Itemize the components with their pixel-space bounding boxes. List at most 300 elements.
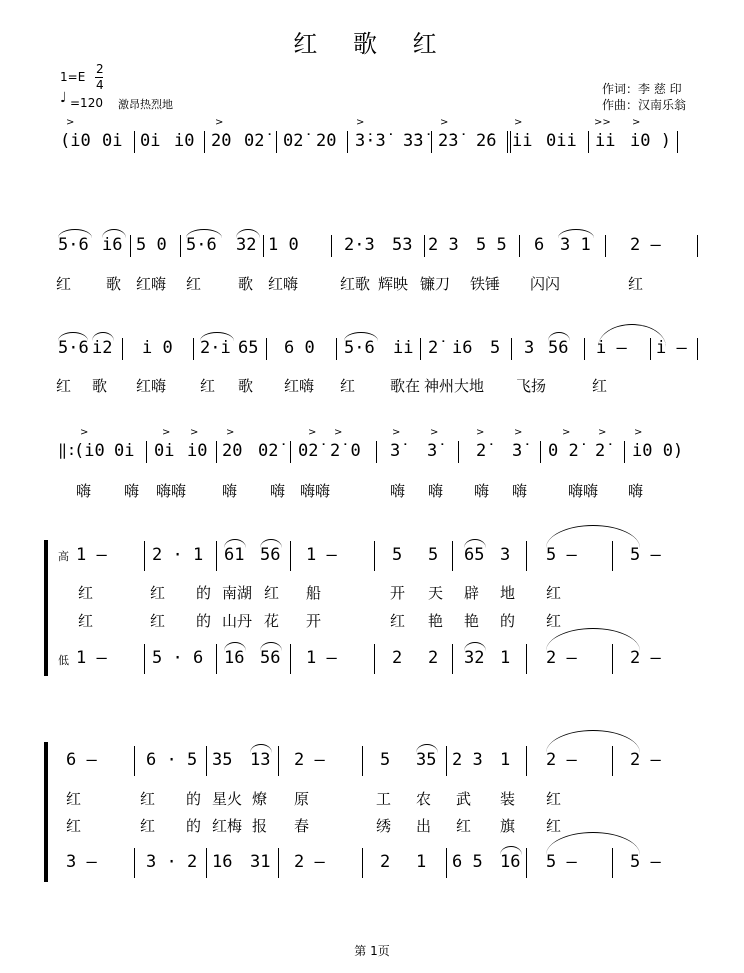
note-group: 2̇0 bbox=[316, 131, 337, 151]
note-group: 35 bbox=[416, 750, 437, 770]
high-part-label: 高 bbox=[58, 550, 69, 563]
bar-line bbox=[134, 848, 135, 878]
slur bbox=[260, 539, 282, 548]
lyric: 天 bbox=[428, 584, 444, 602]
accent-icon: > bbox=[598, 427, 607, 438]
note-group: 02̇ bbox=[258, 441, 279, 461]
lyric: 歌 bbox=[92, 377, 108, 395]
lyric: 红 bbox=[340, 377, 356, 395]
note-group: i – bbox=[596, 338, 627, 358]
bar-line bbox=[540, 441, 541, 463]
note-group: 2 3 bbox=[452, 750, 483, 770]
system-5-low bbox=[0, 648, 744, 688]
note-group: i0 ) bbox=[630, 131, 671, 151]
note-group: 5 5 bbox=[476, 235, 507, 255]
lyric: 原 bbox=[294, 790, 310, 808]
note-group: 32 bbox=[236, 235, 257, 255]
bar-line bbox=[584, 338, 585, 360]
system-6-high bbox=[0, 750, 744, 790]
note-group: 0 2̇ bbox=[548, 441, 579, 461]
lyric: 歌在 bbox=[390, 377, 421, 395]
lyric: 嗨 bbox=[270, 482, 286, 500]
lyric: 嗨 bbox=[628, 482, 644, 500]
bar-line bbox=[276, 131, 277, 153]
bar-line bbox=[612, 848, 613, 878]
lyric: 红嗨 bbox=[136, 275, 167, 293]
bar-line bbox=[511, 338, 512, 360]
note-group: 5 – bbox=[546, 545, 577, 565]
accent-icon: > bbox=[514, 117, 523, 128]
composer: 作曲：汉南乐翁 bbox=[602, 98, 687, 112]
lyric: 红 bbox=[66, 790, 82, 808]
lyric: 红 bbox=[66, 817, 82, 835]
note-group: 5 0 bbox=[136, 235, 167, 255]
lyrics-line bbox=[0, 788, 744, 808]
note-group: 2 bbox=[428, 648, 439, 668]
bar-line bbox=[266, 338, 267, 360]
lyric: 红 bbox=[264, 584, 280, 602]
slur bbox=[558, 229, 594, 238]
lyric: 铁锤 bbox=[470, 275, 501, 293]
note-group: 5 bbox=[392, 545, 403, 565]
bar-line bbox=[612, 746, 613, 776]
slur bbox=[548, 332, 570, 341]
lyric: 旗 bbox=[500, 817, 516, 835]
slur bbox=[102, 229, 126, 238]
note-group: 3 1 bbox=[560, 235, 591, 255]
slur bbox=[260, 642, 282, 651]
lyric: 飞扬 bbox=[516, 377, 547, 395]
bar-line bbox=[122, 338, 123, 360]
bar-line bbox=[458, 441, 459, 463]
note-group: 65 bbox=[464, 545, 485, 565]
lyric: 红嗨 bbox=[268, 275, 299, 293]
bar-line bbox=[216, 644, 217, 674]
lyric: 的 bbox=[186, 790, 202, 808]
bar-line bbox=[452, 541, 453, 571]
lyric: 装 bbox=[500, 790, 516, 808]
system-4 bbox=[0, 427, 744, 481]
accent-icon: > bbox=[215, 117, 224, 128]
note-group: 1 bbox=[500, 648, 511, 668]
accent-icon: > bbox=[66, 117, 75, 128]
note-group: 5·6 bbox=[58, 235, 89, 255]
accent-icon: >> bbox=[594, 117, 611, 128]
time-bottom: 4 bbox=[96, 78, 104, 92]
note-group: 2·3 bbox=[344, 235, 375, 255]
bar-line bbox=[362, 746, 363, 776]
lyric: 红 bbox=[628, 275, 644, 293]
note-group: 2̇ bbox=[595, 441, 606, 461]
bar-line bbox=[612, 644, 613, 674]
lyric: 报 bbox=[252, 817, 268, 835]
bar-line bbox=[130, 235, 131, 257]
lyric: 艳 bbox=[464, 612, 480, 630]
lyric: 春 bbox=[294, 817, 310, 835]
slur bbox=[58, 229, 92, 238]
accent-icon: > bbox=[80, 427, 89, 438]
note-group: 6 0 bbox=[284, 338, 315, 358]
lyric: 歌 bbox=[238, 275, 254, 293]
lyric: 红 bbox=[78, 612, 94, 630]
note-group: 3̇ bbox=[512, 441, 523, 461]
note-group: 1 – bbox=[76, 648, 107, 668]
slur bbox=[92, 332, 114, 341]
lyric: 工 bbox=[376, 790, 392, 808]
bar-line bbox=[374, 644, 375, 674]
lyric: 嗨 bbox=[428, 482, 444, 500]
accent-icon: > bbox=[634, 427, 643, 438]
lyric: 红嗨 bbox=[284, 377, 315, 395]
repeat-sign-icon: ‖: bbox=[58, 441, 77, 459]
note-group: 13 bbox=[250, 750, 271, 770]
note-group: 2̇0 bbox=[211, 131, 232, 151]
time-top: 2 bbox=[96, 62, 104, 76]
lyric: 地 bbox=[500, 584, 516, 602]
bar-line bbox=[290, 644, 291, 674]
note-group: 31 bbox=[250, 852, 271, 872]
note-group: 53 bbox=[392, 235, 413, 255]
note-group: 02̇ bbox=[283, 131, 304, 151]
note-group: 2 – bbox=[546, 750, 577, 770]
page-number: 第 1页 bbox=[354, 944, 390, 958]
accent-icon: > bbox=[632, 117, 641, 128]
lyric: 农 bbox=[416, 790, 432, 808]
note-group: 02̇ bbox=[298, 441, 319, 461]
note-group: i0 0) bbox=[632, 441, 684, 461]
lyrics-line bbox=[0, 375, 744, 395]
lyric: 辟 bbox=[464, 584, 480, 602]
note-group: i – bbox=[656, 338, 687, 358]
lyric: 船 bbox=[306, 584, 322, 602]
lyric: 的 bbox=[196, 584, 212, 602]
note-group: 5 · 6 bbox=[152, 648, 204, 668]
note-group: 6 5 bbox=[452, 852, 483, 872]
note-group: 16 bbox=[500, 852, 521, 872]
slur bbox=[416, 744, 438, 753]
lyric: 嗨嗨 bbox=[568, 482, 599, 500]
key-signature: 1=E bbox=[60, 70, 86, 84]
slur bbox=[224, 642, 246, 651]
lyric: 嗨 bbox=[474, 482, 490, 500]
note-group: 3 – bbox=[66, 852, 97, 872]
slur bbox=[546, 730, 640, 753]
note-group: 65 bbox=[238, 338, 259, 358]
lyric: 嗨 bbox=[512, 482, 528, 500]
lyric: 的 bbox=[186, 817, 202, 835]
slur bbox=[546, 628, 640, 651]
lyric: 红 bbox=[56, 275, 72, 293]
lyric: 神州大地 bbox=[424, 377, 485, 395]
bar-line bbox=[336, 338, 337, 360]
slur bbox=[344, 332, 378, 341]
note-group: 5 – bbox=[630, 852, 661, 872]
system-3 bbox=[0, 338, 744, 378]
low-part-label: 低 bbox=[58, 654, 69, 667]
bar-line bbox=[347, 131, 348, 153]
bar-line bbox=[612, 541, 613, 571]
expression: 激昂热烈地 bbox=[118, 98, 173, 111]
lyric: 歌 bbox=[238, 377, 254, 395]
lyric: 辉映 bbox=[378, 275, 409, 293]
note-group: 2 – bbox=[294, 852, 325, 872]
lyric: 嗨 bbox=[390, 482, 406, 500]
bar-line bbox=[290, 441, 291, 463]
bar-line bbox=[624, 441, 625, 463]
lyrics-line bbox=[0, 582, 744, 602]
note-group: ii bbox=[512, 131, 533, 151]
note-group: 2̇ bbox=[428, 338, 439, 358]
accent-icon: > bbox=[440, 117, 449, 128]
system-2 bbox=[0, 235, 744, 275]
bar-line bbox=[290, 541, 291, 571]
slur bbox=[500, 846, 522, 855]
note-group: 32 bbox=[464, 648, 485, 668]
lyric: 红 bbox=[150, 584, 166, 602]
slur bbox=[546, 525, 640, 548]
note-group: 3 · 2 bbox=[146, 852, 198, 872]
lyric: 闪闪 bbox=[530, 275, 561, 293]
note-group: 2 – bbox=[294, 750, 325, 770]
lyric: 开 bbox=[306, 612, 322, 630]
note-group: 1 – bbox=[306, 648, 337, 668]
note-group: 56 bbox=[260, 545, 281, 565]
lyric: 的 bbox=[500, 612, 516, 630]
lyricist: 作词：李 慈 印 bbox=[602, 82, 682, 96]
note-group: i2 bbox=[92, 338, 113, 358]
accent-icon: > bbox=[334, 427, 343, 438]
note-group: 2̇0 bbox=[222, 441, 243, 461]
note-group: 3 bbox=[524, 338, 535, 358]
bar-line bbox=[374, 541, 375, 571]
note-group: 3̇ bbox=[390, 441, 401, 461]
note-group: 0i bbox=[140, 131, 161, 151]
bar-line bbox=[420, 338, 421, 360]
lyric: 红 bbox=[390, 612, 406, 630]
lyrics-line bbox=[0, 273, 744, 293]
note-group: 02̇ bbox=[244, 131, 265, 151]
lyric: 出 bbox=[416, 817, 432, 835]
bar-line bbox=[507, 131, 508, 153]
note-group: 2̇ 0 bbox=[330, 441, 361, 461]
lyric: 红 bbox=[200, 377, 216, 395]
note-group: 1 bbox=[500, 750, 511, 770]
note-group: 2̇6 bbox=[476, 131, 497, 151]
lyric: 红 bbox=[546, 817, 562, 835]
bar-line bbox=[452, 644, 453, 674]
slur bbox=[464, 539, 486, 548]
note-group: 2 – bbox=[630, 648, 661, 668]
note-group: 2 3 bbox=[428, 235, 459, 255]
note-group: 2 bbox=[392, 648, 403, 668]
lyric: 红 bbox=[186, 275, 202, 293]
note-group: 0ii bbox=[546, 131, 577, 151]
lyric: 武 bbox=[456, 790, 472, 808]
lyric: 镰刀 bbox=[420, 275, 451, 293]
note-group: 0i bbox=[114, 441, 135, 461]
bar-line bbox=[431, 131, 432, 153]
note-group: 5 bbox=[428, 545, 439, 565]
note-group: 0i bbox=[154, 441, 175, 461]
bar-line bbox=[446, 746, 447, 776]
lyric: 嗨 bbox=[76, 482, 92, 500]
lyric: 红 bbox=[56, 377, 72, 395]
note-group: 2·i bbox=[200, 338, 231, 358]
system-1 bbox=[0, 117, 744, 171]
note-group: 1 bbox=[416, 852, 427, 872]
lyric: 绣 bbox=[376, 817, 392, 835]
lyric: 红梅 bbox=[212, 817, 243, 835]
note-group: 5 – bbox=[546, 852, 577, 872]
lyric: 嗨 bbox=[124, 482, 140, 500]
note-group: 5 bbox=[490, 338, 501, 358]
slur bbox=[598, 324, 666, 347]
tempo: =120 bbox=[70, 96, 103, 110]
lyric: 红 bbox=[140, 817, 156, 835]
note-group: 3̇3̇ bbox=[403, 131, 424, 151]
note-group: 6 bbox=[534, 235, 545, 255]
note-group: 5·6 bbox=[344, 338, 375, 358]
bar-line bbox=[216, 541, 217, 571]
bar-line bbox=[331, 235, 332, 257]
bar-line bbox=[144, 541, 145, 571]
bar-line bbox=[526, 644, 527, 674]
note-group: 2 bbox=[380, 852, 391, 872]
bar-line bbox=[206, 848, 207, 878]
lyric: 红 bbox=[546, 790, 562, 808]
lyric: 红嗨 bbox=[136, 377, 167, 395]
lyric: 歌 bbox=[106, 275, 122, 293]
note-group: ii bbox=[393, 338, 414, 358]
bar-line bbox=[424, 235, 425, 257]
bar-line bbox=[144, 644, 145, 674]
bar-line bbox=[193, 338, 194, 360]
lyric: 燎 bbox=[252, 790, 268, 808]
bar-line bbox=[519, 235, 520, 257]
lyric: 星火 bbox=[212, 790, 243, 808]
lyric: 的 bbox=[196, 612, 212, 630]
slur bbox=[250, 744, 272, 753]
bar-line bbox=[216, 441, 217, 463]
note-group: 1 0 bbox=[268, 235, 299, 255]
slur bbox=[200, 332, 234, 341]
slur bbox=[186, 229, 222, 238]
bar-line bbox=[605, 235, 606, 257]
note-group: i6 bbox=[452, 338, 473, 358]
note-group: 3̇ bbox=[427, 441, 438, 461]
note-group: (i0 bbox=[74, 441, 105, 461]
bar-line bbox=[697, 235, 698, 257]
accent-icon: > bbox=[562, 427, 571, 438]
lyric: 嗨 bbox=[222, 482, 238, 500]
bar-line bbox=[677, 131, 678, 153]
slur bbox=[224, 539, 246, 548]
lyrics-line bbox=[0, 610, 744, 630]
note-group: 2 – bbox=[546, 648, 577, 668]
accent-icon: > bbox=[514, 427, 523, 438]
accent-icon: > bbox=[476, 427, 485, 438]
bar-line bbox=[697, 338, 698, 360]
slur bbox=[58, 332, 88, 341]
note-group: 0i bbox=[102, 131, 123, 151]
lyric: 山丹 bbox=[222, 612, 253, 630]
bar-line bbox=[146, 441, 147, 463]
bar-line bbox=[206, 746, 207, 776]
note-group: 2 – bbox=[630, 750, 661, 770]
bar-line bbox=[278, 848, 279, 878]
lyric: 南湖 bbox=[222, 584, 253, 602]
lyric: 红 bbox=[150, 612, 166, 630]
note-group: 16 bbox=[212, 852, 233, 872]
bar-line bbox=[650, 338, 651, 360]
accent-icon: > bbox=[190, 427, 199, 438]
accent-icon: > bbox=[430, 427, 439, 438]
note-group: 1 – bbox=[306, 545, 337, 565]
note-group: (i0 bbox=[60, 131, 91, 151]
lyric: 红 bbox=[140, 790, 156, 808]
note-group: 35 bbox=[212, 750, 233, 770]
note-group: 2̇3̇ bbox=[438, 131, 459, 151]
note-group: 3̇·3̇ bbox=[355, 131, 386, 151]
bar-line bbox=[362, 848, 363, 878]
bar-line bbox=[376, 441, 377, 463]
lyric: 嗨嗨 bbox=[300, 482, 331, 500]
bar-line bbox=[134, 131, 135, 153]
note-group: i0 bbox=[187, 441, 208, 461]
note-group: 2 · 1 bbox=[152, 545, 204, 565]
note-group: 1 – bbox=[76, 545, 107, 565]
page-title: 红 歌 红 bbox=[293, 30, 451, 58]
bar-line bbox=[446, 848, 447, 878]
note-group: 56 bbox=[260, 648, 281, 668]
note-group: 5·6 bbox=[58, 338, 89, 358]
bar-line bbox=[510, 131, 511, 153]
lyric: 艳 bbox=[428, 612, 444, 630]
accent-icon: > bbox=[392, 427, 401, 438]
note-group: 6 · 5 bbox=[146, 750, 198, 770]
lyrics-line bbox=[0, 480, 744, 500]
system-5-high bbox=[0, 545, 744, 585]
bar-line bbox=[278, 746, 279, 776]
note-group: 16 bbox=[224, 648, 245, 668]
note-group: 3 bbox=[500, 545, 511, 565]
quarter-note-icon: ♩ bbox=[60, 90, 67, 106]
note-group: i6 bbox=[102, 235, 123, 255]
slur bbox=[236, 229, 260, 238]
bar-line bbox=[526, 848, 527, 878]
lyric: 红歌 bbox=[340, 275, 371, 293]
system-6-low bbox=[0, 852, 744, 892]
note-group: 56 bbox=[548, 338, 569, 358]
accent-icon: > bbox=[162, 427, 171, 438]
accent-icon: > bbox=[226, 427, 235, 438]
note-group: 6 – bbox=[66, 750, 97, 770]
lyric: 嗨嗨 bbox=[156, 482, 187, 500]
note-group: ii bbox=[595, 131, 616, 151]
lyrics-line bbox=[0, 815, 744, 835]
note-group: 61 bbox=[224, 545, 245, 565]
bar-line bbox=[204, 131, 205, 153]
note-group: 2̇ bbox=[476, 441, 487, 461]
lyric: 红 bbox=[78, 584, 94, 602]
lyric: 开 bbox=[390, 584, 406, 602]
lyric: 红 bbox=[546, 612, 562, 630]
lyric: 红 bbox=[546, 584, 562, 602]
bar-line bbox=[588, 131, 589, 153]
bar-line bbox=[180, 235, 181, 257]
bar-line bbox=[526, 746, 527, 776]
note-group: 5 bbox=[380, 750, 391, 770]
